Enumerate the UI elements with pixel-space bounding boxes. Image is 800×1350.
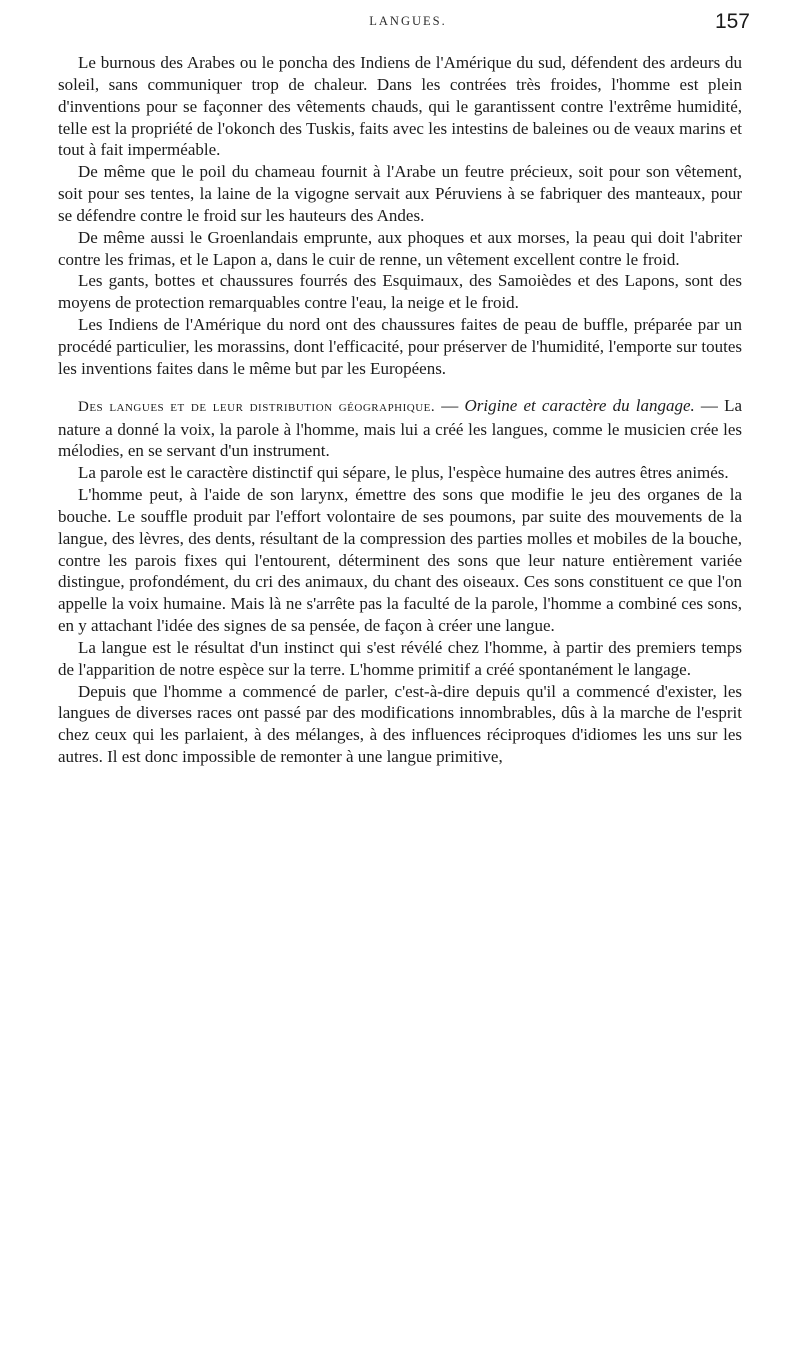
- section-dash-2: —: [694, 395, 725, 415]
- paragraph-groenlandais: De même aussi le Groenlandais emprunte, aux phoques et aux morses, la peau qui doit l'abriter contre les frimas, et le Lapon a, dans le cuir de renne, un vêtement excellent contre le froid.: [58, 227, 742, 269]
- section-heading: Des langues et de leur distribution géographique.: [78, 398, 436, 415]
- paragraph-instinct: La langue est le résultat d'un instinct qui s'est révélé chez l'homme, à partir des premiers temps de l'apparition de notre espèce sur la terre. L'homme primitif a créé spontanément le langage.: [58, 637, 742, 679]
- paragraph-larynx: L'homme peut, à l'aide de son larynx, émettre des sons que modifie le jeu des organes de la bouche. Le souffle produit par l'effort volontaire de ses poumons, par suite des mouvements de la langue, des lèvres, des dents, résultant de la compression des parties molles et mobiles de la bouche, contre les parois fixes qui l'entourent, déterminent des sons que leur nature entièrement variée distingue, profondément, du cri des animaux, du chant des oiseaux. Ces sons constituent ce que l'on appelle la voix humaine. Mais là ne s'arrête pas la faculté de la parole, l'homme a combiné ces sons, en y attachant l'idée des signes de sa pensée, de façon à créer une langue.: [58, 485, 742, 636]
- section-dash: —: [435, 395, 465, 415]
- paragraph-gants: Les gants, bottes et chaussures fourrés des Esquimaux, des Samoièdes et des Lapons, sont des moyens de protection remarquables contre l'eau, la neige et le froid.: [58, 271, 742, 313]
- paragraph-depuis: Depuis que l'homme a commencé de parler, c'est-à-dire depuis qu'il a commencé d'exister, les langues de diverses races ont passé par des modifications innombrables, dûs à la marche de l'esprit chez ceux qui les parlaient, à des mélanges, à des influences réciproques d'idiomes les uns sur les autres. Il est donc impossible de remonter à une langue primitive,: [58, 681, 742, 767]
- paragraph-indiens: Les Indiens de l'Amérique du nord ont des chaussures faites de peau de buffle, préparée par un procédé particulier, les morassins, dont l'efficacité, pour préserver de l'humidité, l'emporte sur toutes les inventions faites dans le même but par les Européens.: [58, 315, 742, 378]
- running-title: LANGUES.: [369, 14, 447, 28]
- page-number: 157: [714, 10, 750, 33]
- paragraph-vigogne: De même que le poil du chameau fournit à l'Arabe un feutre précieux, soit pour son vêtement, soit pour ses tentes, la laine de la vigogne servait aux Péruviens à se fabriquer des manteaux, pour se défendre contre le froid sur les hauteurs des Andes.: [58, 162, 742, 225]
- paragraph-burnous: Le burnous des Arabes ou le poncha des Indiens de l'Amérique du sud, défendent des ardeurs du soleil, sans communiquer trop de chaleur. Dans les contrées très froides, l'homme est plein d'inventions pour se façonner des vêtements chauds, qui le garantissent contre l'extrême humidité, telle est la propriété de l'okonch des Tuskis, faits avec les intestins de baleines ou de veaux marins et tout à fait imperméable.: [58, 53, 742, 160]
- body-text: [58, 52, 742, 768]
- section-text: La nature a donné la voix, la parole à l'homme, mais lui a créé les langues, comme le musicien crée les mélodies, en se servant d'un instrument.: [58, 395, 743, 461]
- paragraph-parole: La parole est le caractère distinctif qui sépare, le plus, l'espèce humaine des autres êtres animés.: [78, 463, 729, 483]
- section-paragraph: [58, 395, 742, 463]
- running-head: [58, 8, 758, 34]
- section-subtitle: Origine et caractère du langage.: [464, 395, 695, 415]
